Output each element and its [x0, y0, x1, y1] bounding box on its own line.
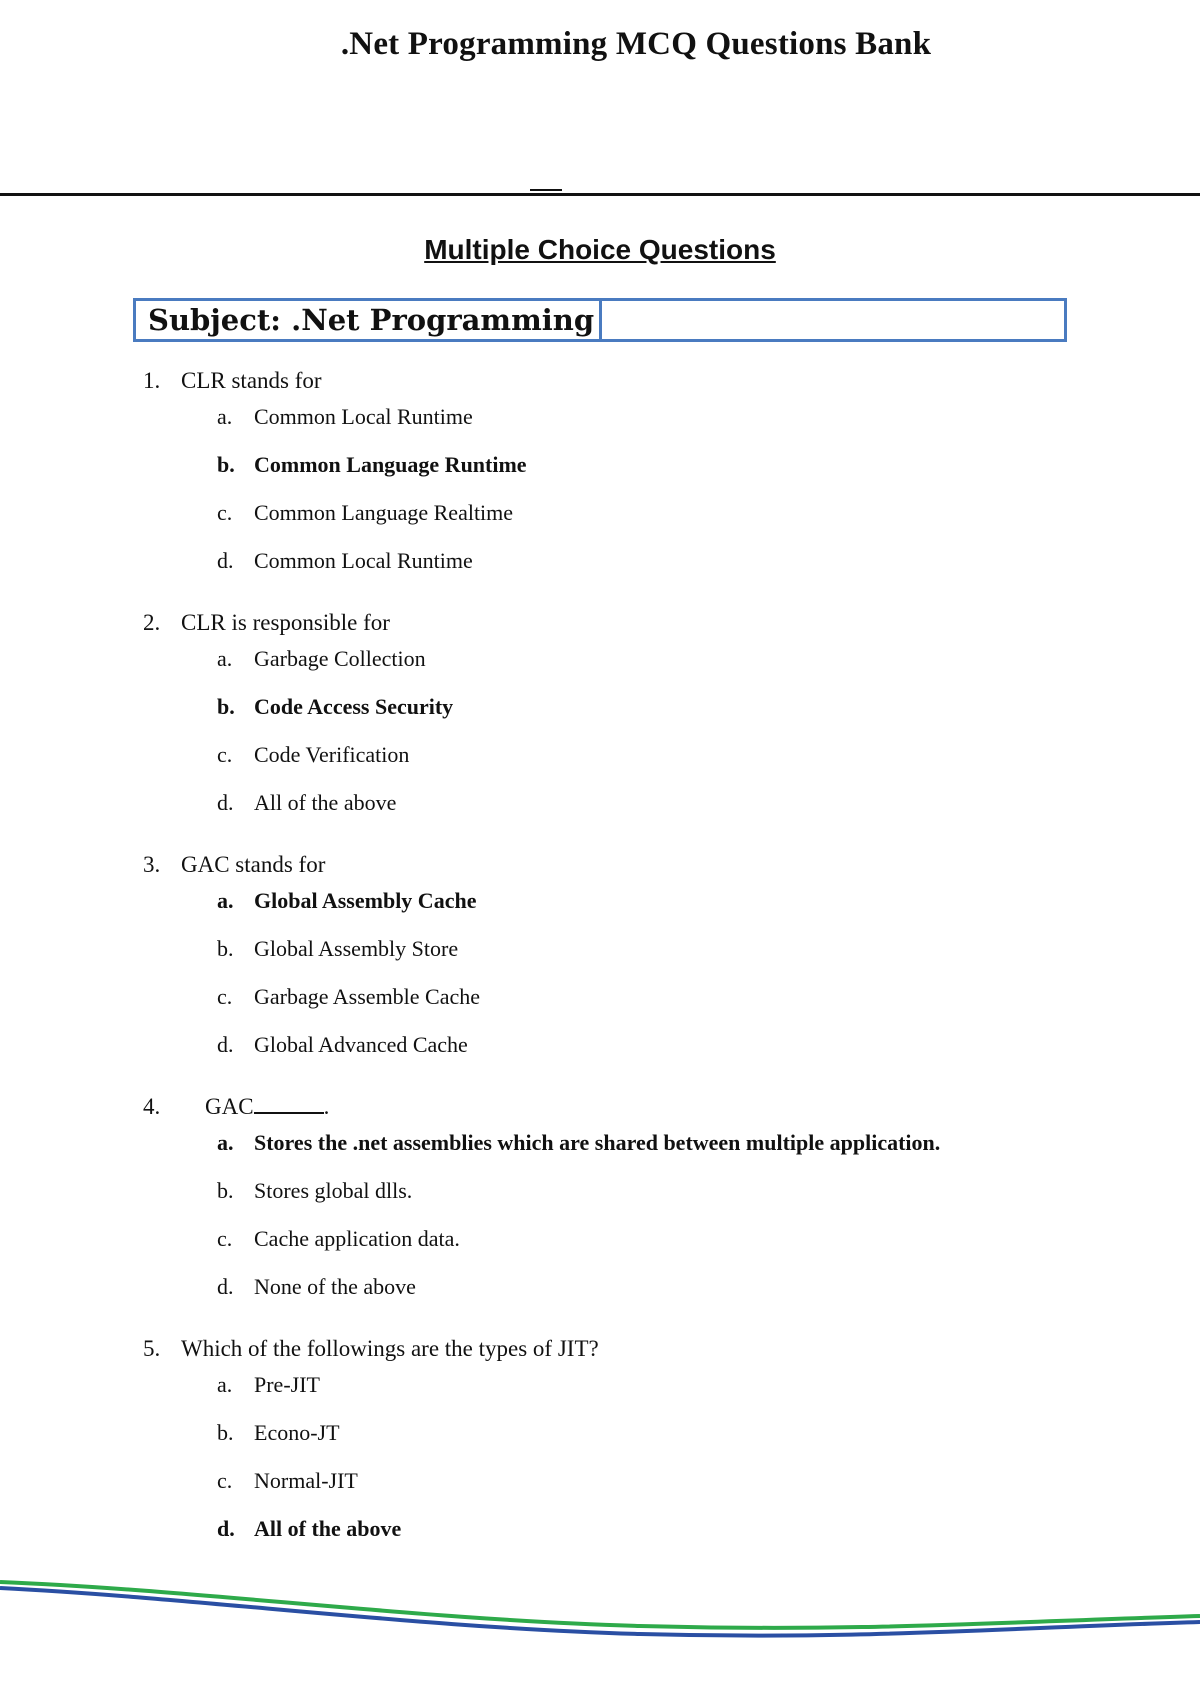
option-text: Econo-JT: [254, 1420, 340, 1445]
question-stem: [143, 1334, 599, 1364]
question-1: [0, 366, 1200, 608]
option-a: [217, 1128, 940, 1158]
option-text: Common Language Realtime: [254, 500, 514, 525]
option-letter: a.: [217, 404, 233, 429]
option-text: Stores the .net assemblies which are shared between multiple application.: [254, 1130, 941, 1155]
option-letter: c.: [217, 1468, 233, 1493]
question-stem: [143, 608, 390, 638]
subject-label: Subject: .Net Programming: [136, 301, 602, 339]
fill-in-blank: [254, 1092, 324, 1114]
option-c: [217, 1224, 460, 1254]
option-b: [217, 692, 453, 722]
question-number: 2.: [143, 610, 161, 635]
option-d: [217, 1514, 401, 1544]
option-b: [217, 1418, 340, 1448]
option-text: Code Verification: [254, 742, 410, 767]
question-4: [0, 1092, 1200, 1334]
option-letter: b.: [217, 1178, 234, 1203]
option-letter: c.: [217, 1226, 233, 1251]
option-text: All of the above: [254, 1516, 402, 1541]
option-letter: c.: [217, 984, 233, 1009]
option-a: [217, 644, 426, 674]
option-c: [217, 1466, 358, 1496]
option-b: [217, 1176, 412, 1206]
section-heading: Multiple Choice Questions: [424, 234, 776, 265]
option-text: Garbage Assemble Cache: [254, 984, 481, 1009]
option-d: [217, 546, 473, 576]
question-stem: [143, 1092, 329, 1122]
option-d: [217, 1272, 416, 1302]
option-text: None of the above: [254, 1274, 416, 1299]
option-text: Common Local Runtime: [254, 404, 473, 429]
option-letter: b.: [217, 936, 234, 961]
header-divider-accent: [530, 189, 562, 191]
option-letter: d.: [217, 548, 234, 573]
option-text: Cache application data.: [254, 1226, 460, 1251]
option-letter: a.: [217, 1130, 234, 1155]
question-number: 1.: [143, 368, 161, 393]
option-text: Stores global dlls.: [254, 1178, 413, 1203]
question-list: [0, 366, 1200, 1576]
question-stem: [143, 366, 322, 396]
option-letter: b.: [217, 1420, 234, 1445]
option-letter: a.: [217, 1372, 233, 1397]
option-d: [217, 1030, 468, 1060]
question-text: CLR stands for: [181, 368, 322, 393]
question-3: [0, 850, 1200, 1092]
option-letter: a.: [217, 888, 234, 913]
option-a: [217, 402, 473, 432]
option-c: [217, 982, 480, 1012]
option-a: [217, 886, 476, 916]
option-letter: c.: [217, 742, 233, 767]
option-text: Global Advanced Cache: [254, 1032, 468, 1057]
option-letter: a.: [217, 646, 233, 671]
option-a: [217, 1370, 320, 1400]
question-number: 4.: [143, 1094, 161, 1119]
question-number: 5.: [143, 1336, 161, 1361]
option-b: [217, 934, 458, 964]
question-number: 3.: [143, 852, 161, 877]
swoosh-green-line: [0, 1582, 1200, 1628]
option-text: Global Assembly Store: [254, 936, 459, 961]
option-text: Common Local Runtime: [254, 548, 473, 573]
option-letter: d.: [217, 1274, 234, 1299]
option-c: [217, 498, 513, 528]
option-letter: d.: [217, 1032, 234, 1057]
header-divider: [0, 193, 1200, 196]
option-text: Pre-JIT: [254, 1372, 320, 1397]
option-d: [217, 788, 396, 818]
option-letter: b.: [217, 452, 235, 477]
option-letter: d.: [217, 790, 234, 815]
option-text: Global Assembly Cache: [254, 888, 477, 913]
question-suffix: .: [323, 1094, 330, 1119]
question-text: Which of the followings are the types of JIT?: [181, 1336, 599, 1361]
footer-swoosh-decoration: [0, 1560, 1200, 1640]
question-2: [0, 608, 1200, 850]
question-5: [0, 1334, 1200, 1576]
option-letter: b.: [217, 694, 235, 719]
question-stem: [143, 850, 325, 880]
option-text: All of the above: [254, 790, 397, 815]
option-text: Code Access Security: [254, 694, 454, 719]
option-b: [217, 450, 527, 480]
option-c: [217, 740, 409, 770]
page-header-title: .Net Programming MCQ Questions Bank: [340, 26, 932, 62]
option-text: Normal-JIT: [254, 1468, 358, 1493]
question-text: CLR is responsible for: [181, 610, 390, 635]
option-letter: d.: [217, 1516, 235, 1541]
question-text: GAC stands for: [181, 852, 326, 877]
question-text: GAC: [205, 1094, 254, 1119]
subject-value: [602, 301, 1064, 339]
option-text: Garbage Collection: [254, 646, 426, 671]
option-text: Common Language Runtime: [254, 452, 527, 477]
option-letter: c.: [217, 500, 233, 525]
subject-table: [133, 298, 1067, 342]
